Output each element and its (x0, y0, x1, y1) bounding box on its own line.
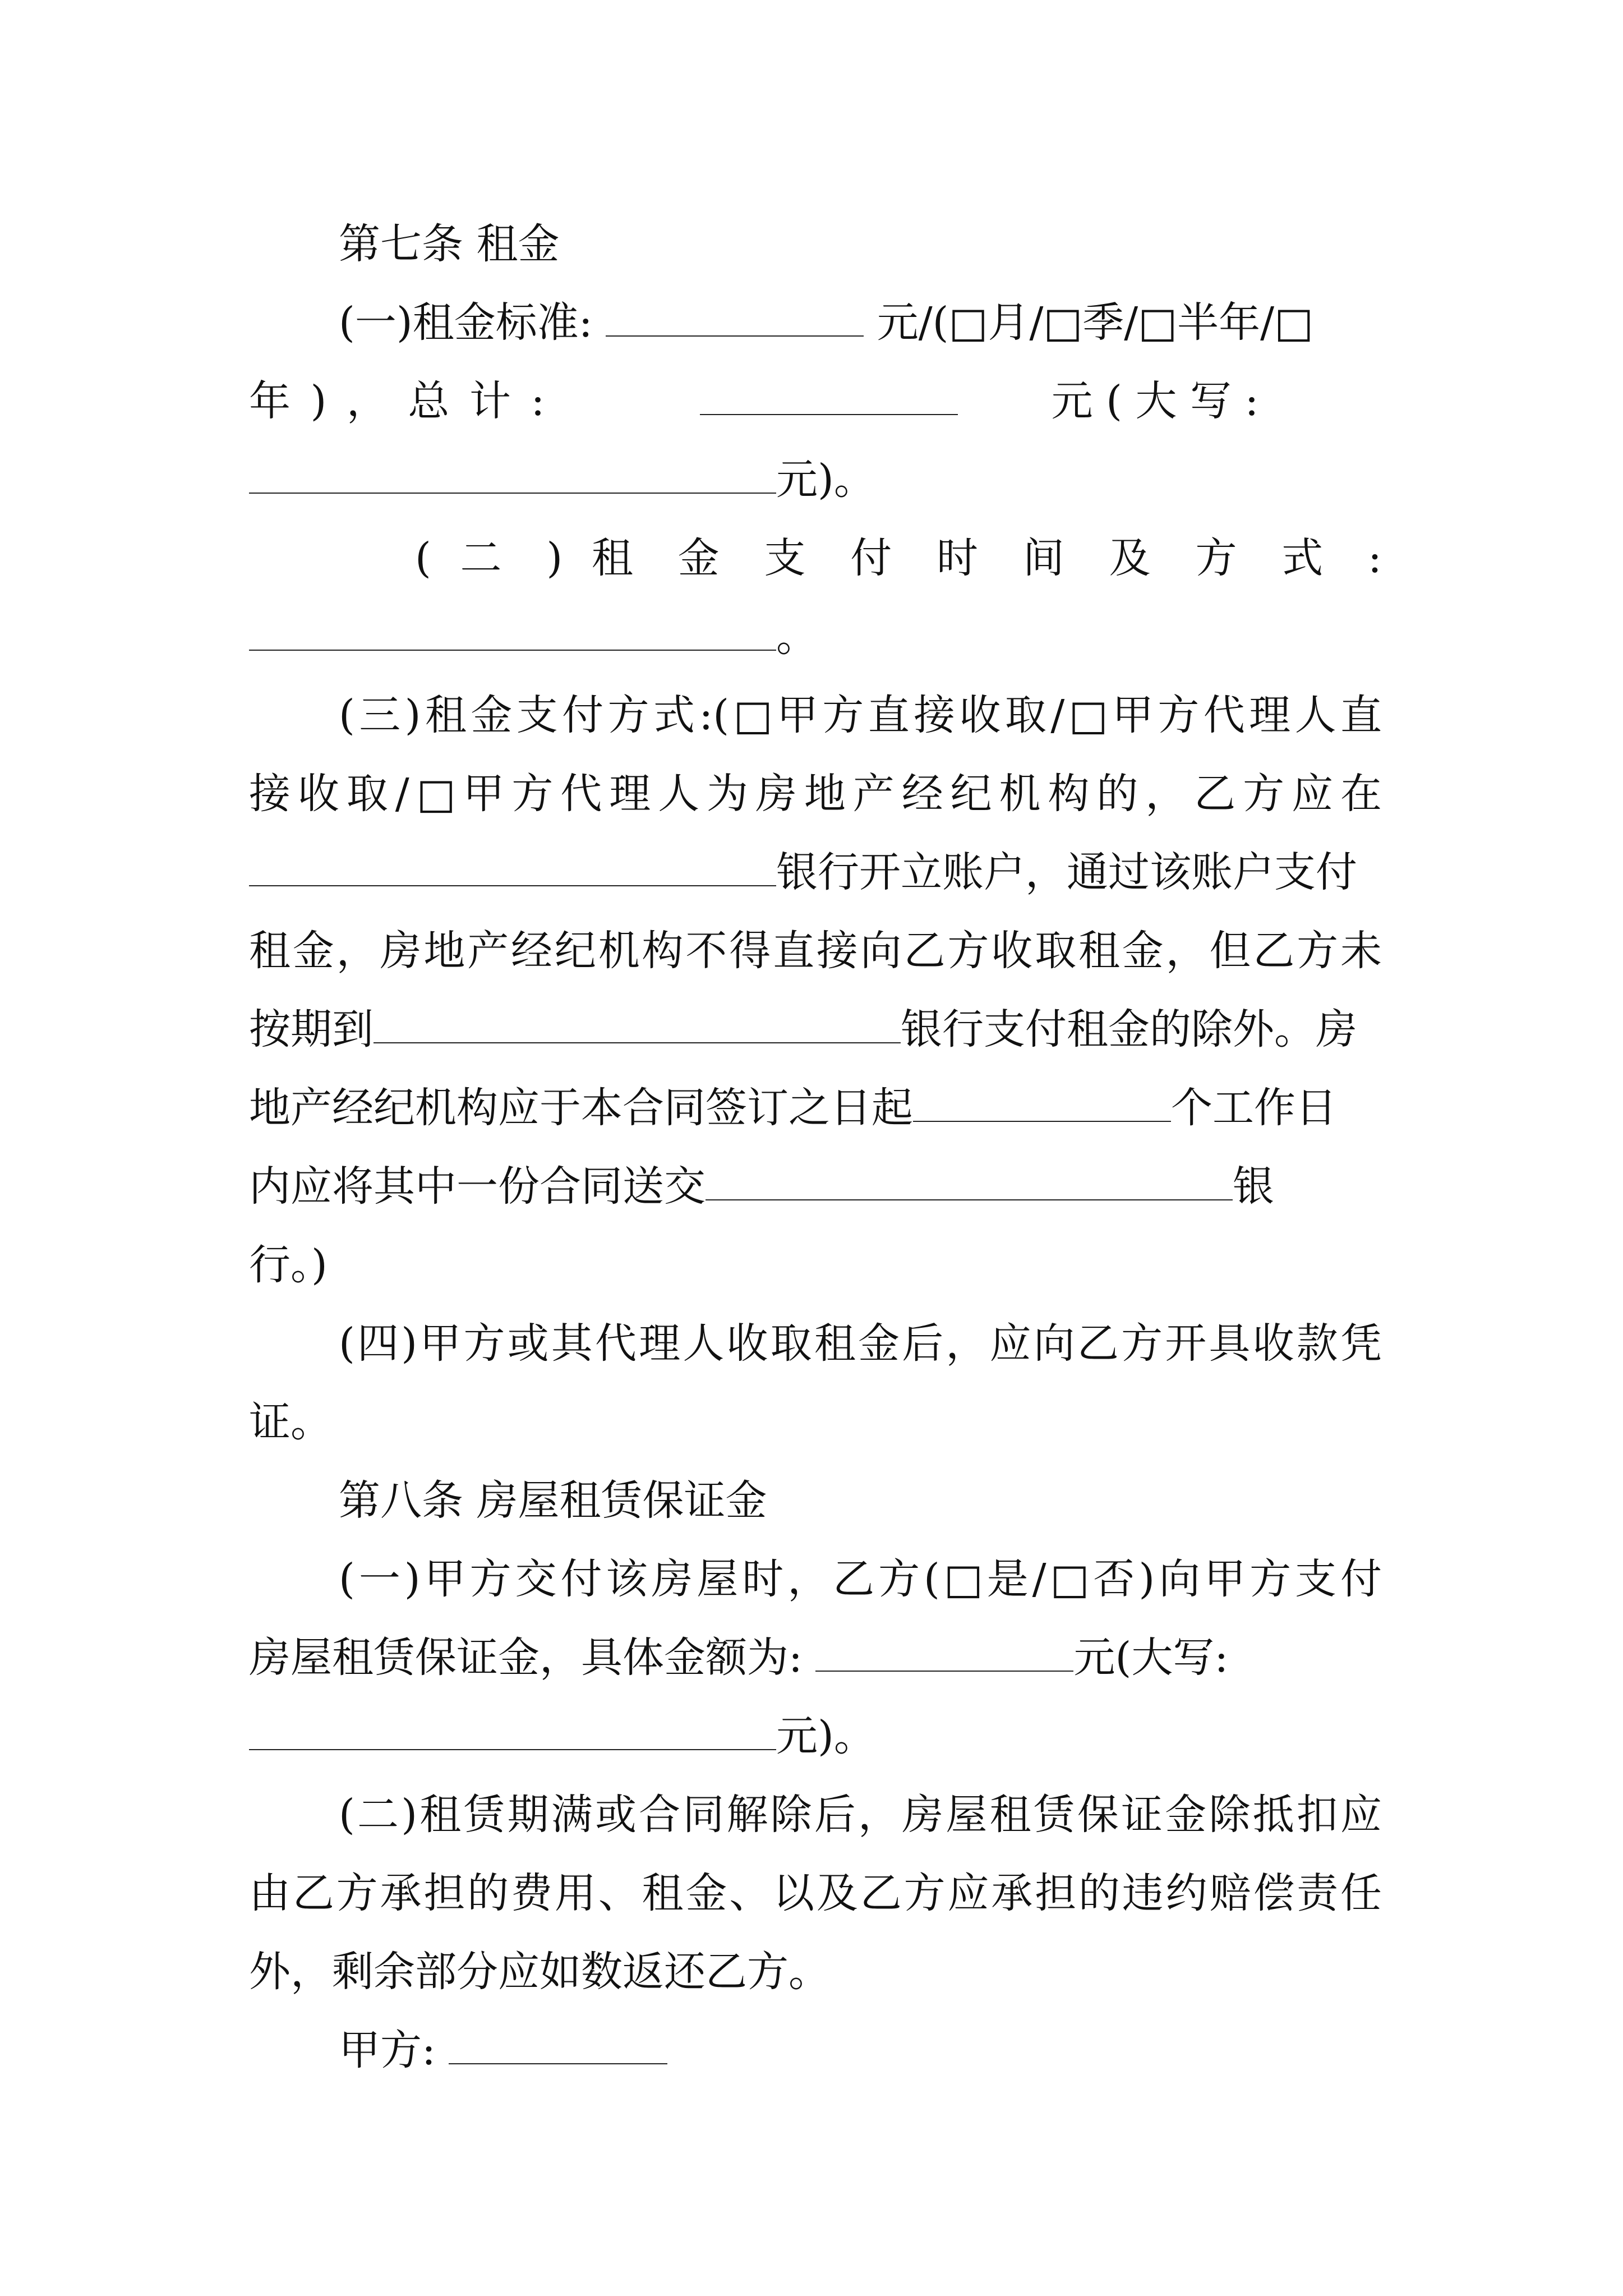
rent-total-uppercase-blank[interactable] (249, 460, 776, 494)
article8-clause2-line1: (二)租赁期满或合同解除后，房屋租赁保证金除抵扣应 (339, 1791, 1382, 1839)
deposit-uppercase-blank[interactable] (249, 1717, 776, 1750)
article7-clause4-line1: (四)甲方或其代理人收取租金后，应向乙方开具收款凭 (339, 1319, 1382, 1368)
article7-clause3-line8: 行。) (249, 1241, 328, 1289)
rent-total-blank[interactable] (700, 381, 958, 415)
article7-clause3-line4: 租金，房地产经纪机构不得直接向乙方收取租金，但乙方未 (249, 927, 1382, 975)
payment-time-method-blank[interactable] (249, 617, 776, 651)
article8-heading: 第八条 房屋租赁保证金 (339, 1476, 767, 1525)
article8-clause1-line1: (一)甲方交付该房屋时，乙方(□是/□否)向甲方支付 (339, 1555, 1382, 1603)
party-a-signature-blank[interactable] (449, 2031, 667, 2064)
article8-clause1-line2: 房屋租赁保证金，具体金额为: 元(大写: (249, 1634, 1229, 1682)
article7-clause3-line3: 银行开立账户，通过该账户支付 (249, 833, 1382, 912)
bank-name-blank[interactable] (249, 853, 776, 886)
article7-clause3-line7: 内应将其中一份合同送交 银 (249, 1162, 1274, 1211)
article7-clause3-line1: (三)租金支付方式:(□甲方直接收取/□甲方代理人直 (339, 691, 1382, 739)
contract-bank-blank[interactable] (706, 1167, 1233, 1200)
article7-clause3-line5: 按期到 银行支付租金的除外。房 (249, 1005, 1357, 1053)
rent-standard-blank[interactable] (606, 303, 864, 337)
article7-clause1-line1: (一)租金标准: 元/(□月/□季/□半年/□ (339, 298, 1313, 347)
article7-heading: 第七条 租金 (339, 220, 560, 268)
article8-clause1-line3: 元)。 (249, 1697, 1382, 1775)
article7-clause1-line2: 年 ) ， 总 计 : 元 ( 大 写 : (249, 377, 1259, 425)
deposit-amount-blank[interactable] (815, 1638, 1073, 1672)
article7-clause2-line2: 。 (249, 597, 1382, 676)
article7-clause1-line3: 元)。 (249, 440, 1382, 519)
article8-clause2-line2: 由乙方承担的费用、租金、以及乙方应承担的违约赔偿责任 (249, 1869, 1382, 1917)
bank-payment-blank[interactable] (374, 1010, 901, 1043)
article7-clause3-line2: 接收取/□甲方代理人为房地产经纪机构的，乙方应在 (249, 770, 1382, 818)
article8-clause2-line3: 外，剩余部分应如数返还乙方。 (249, 1948, 830, 1996)
article7-clause4-line2: 证。 (249, 1398, 332, 1446)
article7-clause3-line6: 地产经纪机构应于本合同签订之日起 个工作日 (249, 1084, 1337, 1132)
signature-party-a: 甲方: (339, 2011, 1382, 2090)
working-days-blank[interactable] (913, 1088, 1171, 1122)
article7-clause2-line1: ( 二 ) 租 金 支 付 时 间 及 方 式 : (415, 534, 1382, 582)
